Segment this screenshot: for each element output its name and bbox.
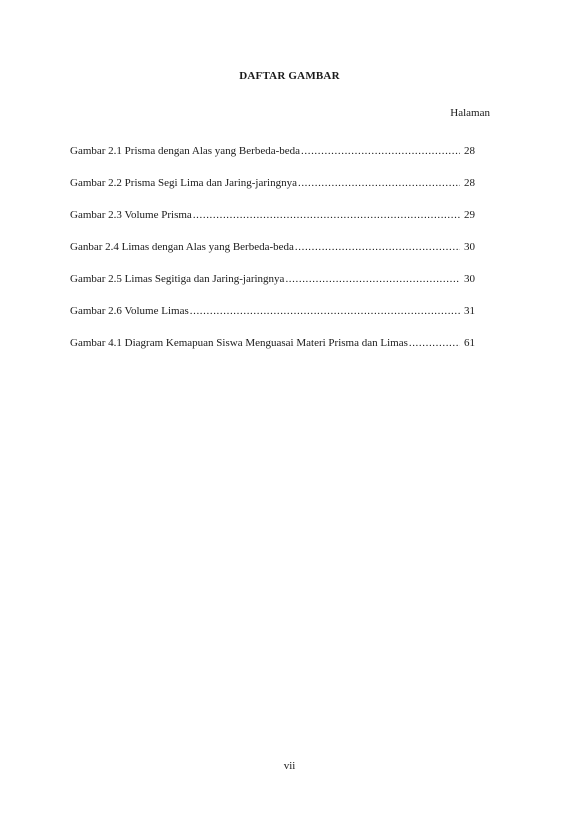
- list-item: [70, 177, 475, 209]
- page-column-header: Halaman: [450, 107, 490, 119]
- entry-page-number: 61: [464, 337, 475, 349]
- list-item: [70, 337, 475, 369]
- dot-leader: [193, 209, 460, 221]
- entry-label: Gambar 2.2 Prisma Segi Lima dan Jaring-jaringnya: [70, 177, 297, 189]
- entry-page-number: 30: [464, 273, 475, 285]
- list-item: [70, 241, 475, 273]
- dot-leader: [301, 145, 460, 157]
- entry-page-number: 30: [464, 241, 475, 253]
- list-item: [70, 145, 475, 177]
- dot-leader: [285, 273, 460, 285]
- list-item: [70, 273, 475, 305]
- entry-label: Gambar 2.1 Prisma dengan Alas yang Berbeda-beda: [70, 145, 301, 157]
- list-item: [70, 209, 475, 241]
- entry-label: Ganbar 2.4 Limas dengan Alas yang Berbeda-beda: [70, 241, 294, 253]
- entry-label: Gambar 4.1 Diagram Kemapuan Siswa Menguasai Materi Prisma dan Limas: [70, 337, 408, 349]
- dot-leader: [409, 337, 460, 349]
- page-title: DAFTAR GAMBAR: [239, 70, 340, 82]
- dot-leader: [295, 241, 460, 253]
- figure-list: [70, 145, 475, 369]
- dot-leader: [298, 177, 460, 189]
- entry-page-number: 28: [464, 145, 475, 157]
- page-number: vii: [283, 760, 296, 772]
- dot-leader: [190, 305, 460, 317]
- entry-page-number: 31: [464, 305, 475, 317]
- entry-label: Gambar 2.5 Limas Segitiga dan Jaring-jaringnya: [70, 273, 285, 285]
- list-item: [70, 305, 475, 337]
- entry-page-number: 28: [464, 177, 475, 189]
- entry-page-number: 29: [464, 209, 475, 221]
- entry-label: Gambar 2.6 Volume Limas: [70, 305, 189, 317]
- entry-label: Gambar 2.3 Volume Prisma: [70, 209, 192, 221]
